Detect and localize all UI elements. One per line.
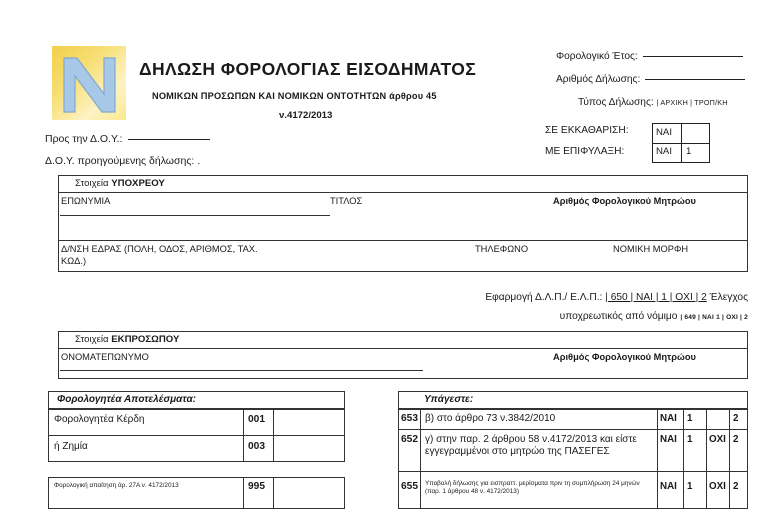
subject-table-heading: Υπάγεστε: xyxy=(424,394,474,405)
subject-row-text-0: β) στο άρθρο 73 ν.3842/2010 xyxy=(425,413,556,424)
representative-fullname-label: ΟΝΟΜΑΤΕΠΩΝΥΜΟ xyxy=(61,352,149,362)
obligor-phone-label: ΤΗΛΕΦΩΝΟ xyxy=(475,244,529,254)
declaration-type-label: Τύπος Δήλωσης: xyxy=(578,97,654,108)
results-table-heading: Φορολογητέα Αποτελέσματα: xyxy=(57,394,196,405)
subject-yes-col-divider xyxy=(657,409,658,509)
status-cell-reservation-value[interactable]: 1 xyxy=(686,146,692,157)
obligor-divider-top xyxy=(58,192,748,193)
results-extra-row-label: Φορολογική απαίτηση άρ. 27Α ν. 4172/2013 xyxy=(54,482,179,489)
subject-row-noval-1[interactable]: 2 xyxy=(733,434,739,445)
obligor-heading-prefix: Στοιχεία xyxy=(75,178,112,189)
results-extra-value-col-divider xyxy=(273,477,274,509)
tax-year-field xyxy=(556,51,743,62)
status-cell-liquidation-yes[interactable]: ΝΑΙ xyxy=(656,127,672,138)
obligor-address-label: Δ/ΝΣΗ ΕΔΡΑΣ (ΠΟΛΗ, ΟΔΟΣ, ΑΡΙΘΜΟΣ, ΤΑΧ. ΚΩΔ.) xyxy=(61,244,258,266)
subject-row-yesval-0[interactable]: 1 xyxy=(687,413,693,424)
subject-table-divider-2 xyxy=(398,471,748,472)
obligor-tax-id-label: Αριθμός Φορολογικού Μητρώου xyxy=(553,196,696,206)
subject-no-col-divider xyxy=(706,409,707,509)
subject-row-noval-2[interactable]: 2 xyxy=(733,481,739,492)
obligor-heading-bold: ΥΠΟΧΡΕΟΥ xyxy=(111,178,165,189)
representative-heading-bold: ΕΚΠΡΟΣΩΠΟΥ xyxy=(111,334,180,345)
in-liquidation-label: ΣΕ ΕΚΚΑΘΑΡΙΣΗ: xyxy=(545,125,629,136)
document-subtitle: ΝΟΜΙΚΩΝ ΠΡΟΣΩΠΩΝ ΚΑΙ ΝΟΜΙΚΩΝ ΟΝΤΟΤΗΤΩΝ άρθρου 45 xyxy=(152,91,437,101)
obligor-name-label: ΕΠΩΝΥΜΙΑ xyxy=(61,196,111,206)
subject-row-yes-0[interactable]: ΝΑΙ xyxy=(660,413,677,424)
subject-table-divider-1 xyxy=(398,429,748,430)
document-law-reference: ν.4172/2013 xyxy=(279,110,333,121)
representative-heading-prefix: Στοιχεία xyxy=(75,334,112,345)
status-checkbox-grid xyxy=(652,123,710,163)
subject-row-yesval-1[interactable]: 1 xyxy=(687,434,693,445)
subject-code-col-divider xyxy=(420,409,421,509)
subject-noval-col-divider xyxy=(729,409,730,509)
application-line-1-codes[interactable]: | 650 | ΝΑΙ | 1 | ΟΧΙ | 2 xyxy=(605,292,707,303)
results-table-value-col-divider xyxy=(273,409,274,462)
subject-yesval-col-divider xyxy=(683,409,684,509)
declaration-type-options[interactable]: | ΑΡΧΙΚΗ | ΤΡΟΠ/ΚΗ xyxy=(656,98,728,107)
representative-name-underline xyxy=(60,370,423,371)
application-line-1-suffix: Έλεγχος xyxy=(706,292,748,303)
tax-year-label: Φορολογικό Έτος: xyxy=(556,51,638,62)
subject-row-yes-1[interactable]: ΝΑΙ xyxy=(660,434,677,445)
doy-previous-label: Δ.Ο.Υ. προηγούμενης δήλωσης: . xyxy=(45,155,201,167)
application-line-1 xyxy=(485,292,748,303)
status-cell-reservation-yes[interactable]: ΝΑΙ xyxy=(656,146,672,157)
application-line-2 xyxy=(560,311,748,322)
subject-row-code-1: 652 xyxy=(401,434,418,445)
ministry-logo xyxy=(52,46,126,120)
logo-letter-n-glyph xyxy=(64,58,115,112)
with-reservation-label: ΜΕ ΕΠΙΦΥΛΑΞΗ: xyxy=(545,146,625,157)
results-table-row-divider xyxy=(48,435,345,436)
declaration-type-field xyxy=(578,97,728,108)
results-table-code-col-divider xyxy=(243,409,244,462)
declaration-number-field xyxy=(556,74,745,85)
results-row-label-1: ή Ζημία xyxy=(54,441,88,452)
obligor-divider-bottom xyxy=(58,240,748,241)
results-extra-row-code: 995 xyxy=(248,481,265,492)
obligor-title-label: ΤΙΤΛΟΣ xyxy=(330,196,363,206)
subject-row-code-0: 653 xyxy=(401,413,418,424)
doy-to-input-rule[interactable] xyxy=(128,139,210,140)
declaration-number-input-rule[interactable] xyxy=(645,79,745,80)
doy-to-field xyxy=(45,133,210,145)
subject-row-noval-0[interactable]: 2 xyxy=(733,413,739,424)
obligor-name-underline xyxy=(60,215,330,216)
tax-year-input-rule[interactable] xyxy=(643,56,743,57)
obligor-legal-form-label: ΝΟΜΙΚΗ ΜΟΡΦΗ xyxy=(613,244,689,254)
subject-row-text-1: γ) στην παρ. 2 άρθρου 58 ν.4172/2013 και είστε εγγεγραμμένοι στο μητρώο της ΠΑΣΕΓΕΣ xyxy=(425,434,637,457)
subject-row-no-1[interactable]: ΟΧΙ xyxy=(709,434,726,445)
subject-row-no-2[interactable]: ΟΧΙ xyxy=(709,481,726,492)
document-title: ΔΗΛΩΣΗ ΦΟΡΟΛΟΓΙΑΣ ΕΙΣΟΔΗΜΑΤΟΣ xyxy=(139,59,477,79)
subject-row-text-2: Υποβολή δήλωσης για εισπραττ. μερίσματα πριν τη συμπλήρωση 24 μηνών (παρ. 1 άρθρου 48 ν. 4172/2013) xyxy=(425,480,640,496)
application-line-2-codes[interactable]: | 649 | ΝΑΙ 1 | ΟΧΙ | 2 xyxy=(680,314,748,321)
declaration-number-label: Αριθμός Δήλωσης: xyxy=(556,74,641,85)
doy-to-label: Προς την Δ.Ο.Υ.: xyxy=(45,133,123,145)
representative-divider xyxy=(58,348,748,349)
results-row-label-0: Φορολογητέα Κέρδη xyxy=(54,414,145,425)
representative-section-heading xyxy=(75,334,179,345)
representative-tax-id-label: Αριθμός Φορολογικού Μητρώου xyxy=(553,352,696,362)
obligor-section-heading xyxy=(75,178,165,189)
subject-row-code-2: 655 xyxy=(401,481,418,492)
application-line-2-prefix: υποχρεωτικός από νόμιμο xyxy=(559,311,681,322)
results-extra-code-col-divider xyxy=(243,477,244,509)
results-row-code-1: 003 xyxy=(248,441,265,452)
results-row-code-0: 001 xyxy=(248,414,265,425)
application-line-1-prefix: Εφαρμογή Δ.Λ.Π./ Ε.Λ.Π.: xyxy=(485,292,606,303)
subject-row-yesval-2[interactable]: 1 xyxy=(687,481,693,492)
subject-row-yes-2[interactable]: ΝΑΙ xyxy=(660,481,677,492)
